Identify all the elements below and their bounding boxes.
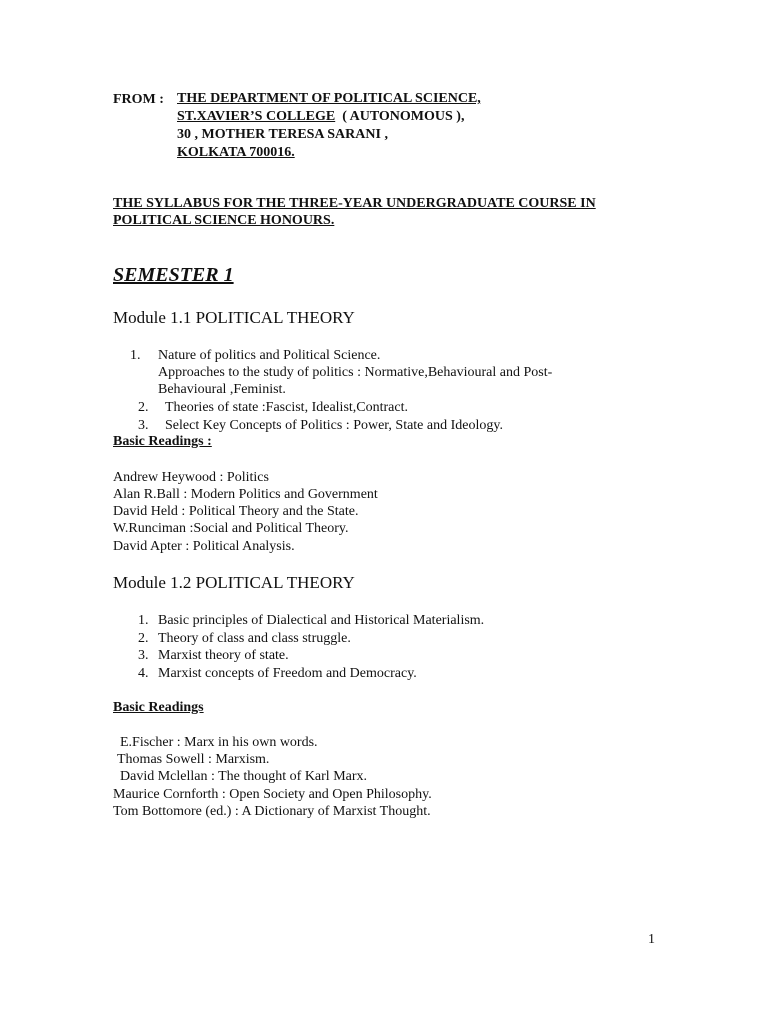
list-item-text: Marxist concepts of Freedom and Democracy. xyxy=(158,666,417,681)
from-label: FROM : xyxy=(113,92,164,107)
list-item-text: Marxist theory of state. xyxy=(158,648,289,663)
from-line-street: 30 , MOTHER TERESA SARANI , xyxy=(177,127,388,142)
reading-item: E.Fischer : Marx in his own words. xyxy=(120,735,318,750)
reading-item: W.Runciman :Social and Political Theory. xyxy=(113,521,349,536)
list-item-text: Basic principles of Dialectical and Historical Materialism. xyxy=(158,613,485,628)
list-item-number: 4. xyxy=(138,666,149,681)
list-item-number: 1. xyxy=(130,348,141,363)
from-line-college xyxy=(177,109,464,125)
module-1-1-title: Module 1.1 POLITICAL THEORY xyxy=(113,308,355,327)
list-item-number: 1. xyxy=(138,613,149,628)
basic-readings-label: Basic Readings xyxy=(113,700,204,715)
list-item-text: Approaches to the study of politics : Normative,Behavioural and Post- xyxy=(158,365,553,380)
reading-item: Andrew Heywood : Politics xyxy=(113,470,269,485)
syllabus-heading-line-2: POLITICAL SCIENCE HONOURS. xyxy=(113,213,335,228)
reading-item: Alan R.Ball : Modern Politics and Government xyxy=(113,487,378,502)
reading-item: Maurice Cornforth : Open Society and Open Philosophy. xyxy=(113,787,432,802)
list-item-text: Theories of state :Fascist, Idealist,Contract. xyxy=(165,400,408,415)
basic-readings-label: Basic Readings : xyxy=(113,434,212,449)
list-item-number: 3. xyxy=(138,648,149,663)
list-item-number: 2. xyxy=(138,631,149,646)
list-item-number: 3. xyxy=(138,418,149,433)
from-line-city: KOLKATA 700016. xyxy=(177,145,295,160)
reading-item: Thomas Sowell : Marxism. xyxy=(117,752,270,767)
reading-item: David Apter : Political Analysis. xyxy=(113,539,295,554)
page-number: 1 xyxy=(648,932,655,947)
list-item-text: Behavioural ,Feminist. xyxy=(158,382,286,397)
list-item-number: 2. xyxy=(138,400,149,415)
from-line-college-name: ST.XAVIER’S COLLEGE xyxy=(177,109,336,124)
from-line-department: THE DEPARTMENT OF POLITICAL SCIENCE, xyxy=(177,91,481,106)
syllabus-heading-line-1: THE SYLLABUS FOR THE THREE-YEAR UNDERGRADUATE COURSE IN xyxy=(113,196,596,211)
from-line-autonomous: ( AUTONOMOUS ), xyxy=(342,109,465,124)
reading-item: David Mclellan : The thought of Karl Marx. xyxy=(120,769,368,784)
semester-title: SEMESTER 1 xyxy=(113,264,234,286)
reading-item: David Held : Political Theory and the State. xyxy=(113,504,359,519)
module-1-2-title: Module 1.2 POLITICAL THEORY xyxy=(113,573,355,592)
list-item-text: Theory of class and class struggle. xyxy=(158,631,351,646)
list-item-text: Select Key Concepts of Politics : Power, State and Ideology. xyxy=(165,418,503,433)
reading-item: Tom Bottomore (ed.) : A Dictionary of Marxist Thought. xyxy=(113,804,431,819)
list-item-text: Nature of politics and Political Science. xyxy=(158,348,381,363)
